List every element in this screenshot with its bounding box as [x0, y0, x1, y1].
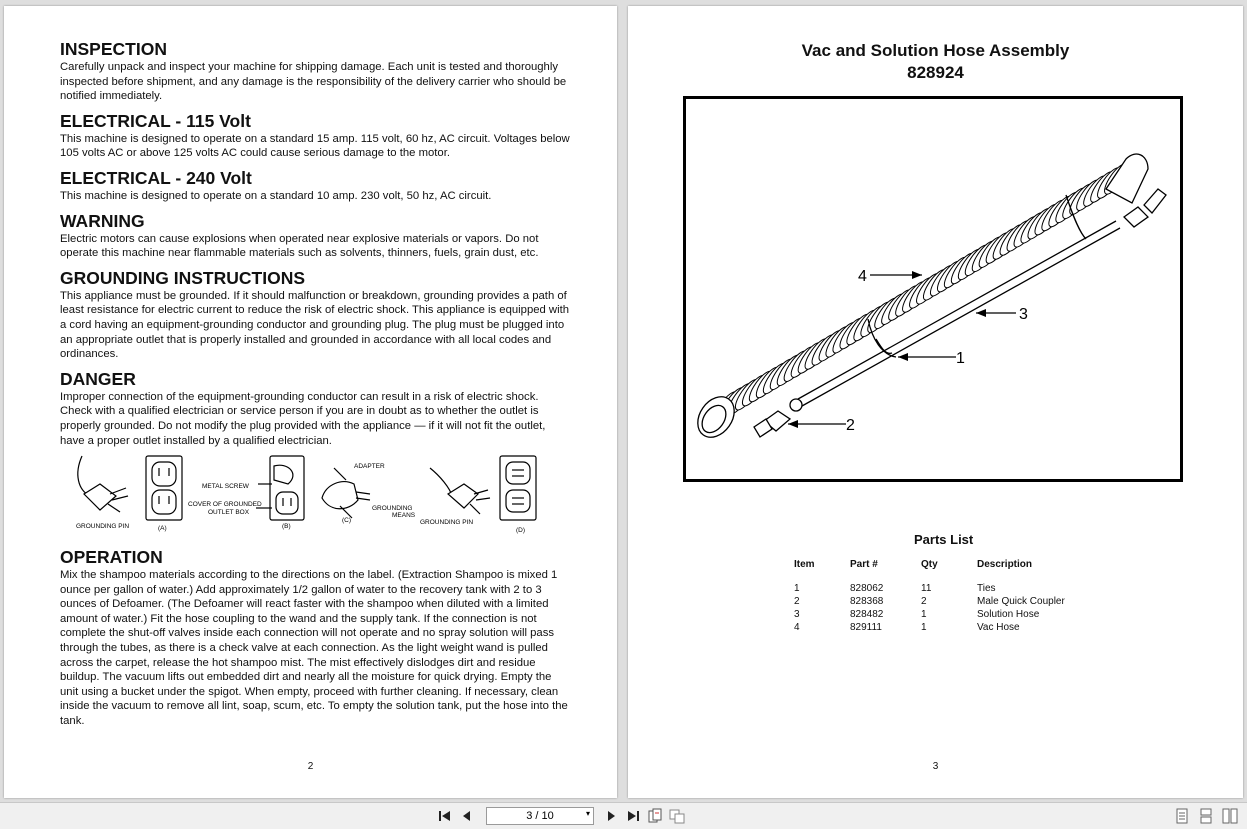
callout-2: 2 [846, 417, 855, 434]
view-mode-tools [1167, 807, 1239, 825]
grounding-outlet-figure [60, 454, 570, 542]
left-page-content [60, 38, 570, 735]
rotate-button[interactable] [646, 807, 664, 825]
single-page-view-button[interactable] [1173, 807, 1191, 825]
col-qty: Qty [921, 559, 938, 570]
table-row [788, 608, 1097, 621]
page-indicator: 3 / 10 [526, 810, 554, 822]
cell-desc: Vac Hose [977, 622, 1020, 633]
rotate-icon [647, 808, 663, 824]
cell-part: 828062 [850, 583, 884, 594]
cell-qty: 2 [921, 596, 927, 607]
assembly-title: Vac and Solution Hose Assembly [801, 41, 1070, 60]
section-heading: DANGER [60, 368, 136, 389]
section-heading: ELECTRICAL - 240 Volt [60, 167, 252, 188]
two-page-icon [1222, 808, 1238, 824]
section-body: Improper connection of the equipment-grounding conductor can result in a risk of electric shock. Check with a qualified electrician or service person if you are in doubt as to whether the outlet is properly grounded. Do not modify the plug provided with the appliance — if it will not fit the outlet, have a proper outlet installed by a qualified electrician. [60, 390, 546, 447]
hose-assembly-diagram [683, 96, 1183, 482]
cell-qty: 11 [921, 583, 932, 594]
fig-label-adapter: ADAPTER [354, 463, 385, 471]
section-heading: WARNING [60, 210, 145, 231]
pages-view-button[interactable] [668, 807, 686, 825]
cell-item: 4 [794, 622, 800, 633]
continuous-view-button[interactable] [1197, 807, 1215, 825]
cell-item: 3 [794, 609, 800, 620]
cell-desc: Solution Hose [977, 609, 1040, 620]
parts-list-title: Parts List [914, 532, 974, 547]
cell-part: 828368 [850, 596, 884, 607]
single-page-icon [1176, 808, 1188, 824]
page-title [628, 40, 1243, 84]
page-navigation [436, 806, 690, 826]
continuous-page-icon [1200, 808, 1212, 824]
cell-part: 829111 [850, 622, 882, 633]
callout-3: 3 [1019, 306, 1028, 323]
next-page-button[interactable] [602, 807, 620, 825]
first-page-button[interactable] [436, 807, 454, 825]
section-body: This appliance must be grounded. If it should malfunction or breakdown, grounding provides a path of least resistance for electric current to reduce the risk of electric shock. This appliance is equipped with a cord having an equipment-grounding conductor and grounding plug. The plug must be plugged into an appropriate outlet that is properly installed and grounded in accordance with all local codes and ordinances. [60, 289, 570, 361]
cell-item: 1 [794, 583, 800, 594]
last-page-button[interactable] [624, 807, 642, 825]
cell-item: 2 [794, 596, 800, 607]
section-heading: INSPECTION [60, 39, 167, 59]
hose-diagram-svg [686, 99, 1180, 479]
callout-1: 1 [956, 350, 965, 367]
section-heading: ELECTRICAL - 115 Volt [60, 110, 251, 131]
two-page-view-button[interactable] [1221, 807, 1239, 825]
col-item: Item [794, 559, 815, 570]
fig-label-metal-screw: METAL SCREW [202, 483, 249, 491]
table-row [788, 621, 1097, 634]
section-body: Electric motors can cause explosions when operated near explosive materials or vapors. Do not operate this machine near flammable materials such as solvents, thinners, fuels, grain dust, etc. [60, 232, 539, 260]
cell-qty: 1 [921, 622, 927, 633]
section-body: This machine is designed to operate on a standard 15 amp. 115 volt, 60 hz, AC circuit. Voltages below 105 volts AC or above 125 volts AC could cause serious damage to the motor. [60, 132, 570, 160]
fig-label-cover: COVER OF GROUNDED [188, 501, 262, 509]
col-part: Part # [850, 559, 878, 570]
section-body-operation: Mix the shampoo materials according to the directions on the label. (Extraction Shampoo is mixed 1 ounce per gallon of water.) Add approximately 1/2 gallon of water to the recovery tank with 2 to 3 ounces of Defoamer. (The Defoamer will react faster with the shampoo when diluted with a limited amount of water.) Fit the hose coupling to the wand and the supply tank. If the connection is not complete the shut-off valves inside each connection will not operate and no spray solution will pass through the tubes, as there is a check valve at each connection. As the light weight wand is pulled across the carpet, release the hot shampoo mist. The mist effectively dislodges dirt and residue buildup. The vacuum lifts out embedded dirt and nearly all the moisture for quick drying. Empty the unit using a bucket under the spigot. When empty, proceed with further cleaning. If necessary, clean inside the vacuum to remove all lint, soap, scum, etc. To empty the solution tank, put the hose into the tank. [60, 569, 568, 728]
dropdown-arrow-icon: ▾ [585, 809, 590, 818]
fig-label-grounding-pin-a: GROUNDING PIN [76, 523, 130, 531]
parts-table-header [788, 559, 1097, 582]
prev-page-icon [462, 810, 472, 822]
viewer-toolbar [0, 802, 1247, 829]
page-number: 3 [932, 761, 939, 772]
fig-label-c: (C) [342, 517, 352, 525]
fig-label-outlet-box: OUTLET BOX [208, 509, 250, 517]
fig-label-grounding-pin-d: GROUNDING PIN [420, 519, 474, 527]
col-description: Description [977, 559, 1033, 570]
prev-page-button[interactable] [458, 807, 476, 825]
cell-qty: 1 [921, 609, 927, 620]
section-heading-operation: OPERATION [60, 547, 163, 568]
last-page-icon [626, 810, 640, 822]
left-page [4, 6, 617, 798]
table-row [788, 582, 1097, 595]
fig-label-b: (B) [282, 523, 291, 531]
cell-desc: Male Quick Coupler [977, 596, 1065, 607]
page-selector[interactable] [486, 807, 594, 825]
outlet-diagram-svg [60, 454, 570, 542]
next-page-icon [606, 810, 616, 822]
cell-part: 828482 [850, 609, 884, 620]
fig-label-d: (D) [516, 527, 526, 535]
table-row [788, 595, 1097, 608]
pages-icon [669, 808, 685, 824]
cell-desc: Ties [977, 583, 996, 594]
assembly-part-number: 828924 [907, 63, 964, 82]
callout-4: 4 [858, 268, 867, 285]
fig-label-means: MEANS [392, 512, 416, 520]
section-body: Carefully unpack and inspect your machine for shipping damage. Each unit is tested and thoroughly inspected before shipment, and any damage is the responsibility of the delivery carrier who should be notified immediately. [60, 61, 567, 103]
fig-label-grounding: GROUNDING [372, 505, 413, 513]
first-page-icon [438, 810, 452, 822]
parts-table [788, 559, 1097, 634]
section-body: This machine is designed to operate on a standard 10 amp. 230 volt, 50 hz, AC circuit. [60, 189, 492, 202]
section-heading: GROUNDING INSTRUCTIONS [60, 267, 305, 288]
right-page [628, 6, 1243, 798]
page-number: 2 [307, 761, 314, 772]
fig-label-a: (A) [158, 525, 167, 533]
